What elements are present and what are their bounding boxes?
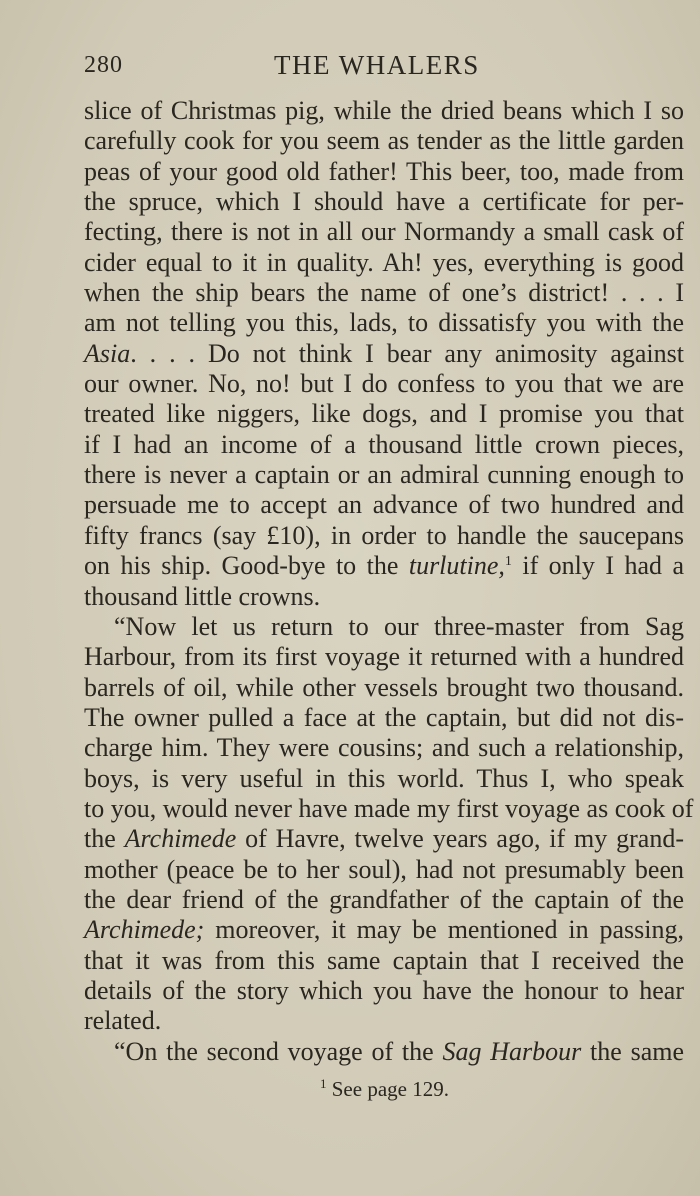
footnote-marker: 1 — [320, 1076, 327, 1091]
text-line: peas of your good old father! This beer, too, made from — [84, 156, 684, 186]
text-line: charge him. They were cousins; and such a relationship, — [84, 733, 684, 763]
text-line: slice of Christmas pig, while the dried beans which I so — [84, 96, 684, 125]
footnote — [320, 1077, 449, 1102]
ship-name-archimede: Archimede — [124, 824, 237, 854]
text-line: fecting, there is not in all our Normandy a small cask of — [84, 217, 684, 247]
text-line: if I had an income of a thousand little crown pieces, — [84, 429, 684, 459]
text-line: on his ship. Good-bye to the turlutine,$^1$ if only I had a — [84, 551, 684, 581]
italic-term-turlutine: turlutine, — [408, 551, 505, 581]
text-line: persuade me to accept an advance of two hundred and — [84, 490, 684, 520]
text-line: when the ship bears the name of one’s district! . . . I — [84, 278, 684, 308]
text-line: details of the story which you have the honour to hear — [84, 975, 684, 1005]
text-line: mother (peace be to her soul), had not presumably been — [84, 854, 684, 884]
text-line: “On the second voyage of the Sag Harbour the same — [114, 1036, 685, 1066]
text-line: thousand little crowns. — [84, 581, 321, 611]
text-line: related. — [84, 1006, 162, 1036]
text-line: Harbour, from its first voyage it returned with a hundred — [84, 642, 684, 672]
text-line: there is never a captain or an admiral cunning enough to — [84, 460, 684, 490]
ship-name-sag-harbour: Sag Harbour — [442, 1036, 582, 1066]
text-line: Archimede; moreover, it may be mentioned in passing, — [84, 915, 684, 945]
footnote-text: See page 129. — [326, 1077, 449, 1101]
ship-name-asia: Asia — [84, 338, 131, 368]
text-line: the spruce, which I should have a certificate for per- — [84, 187, 684, 217]
text-line: that it was from this same captain that I received the — [84, 945, 684, 975]
text-line: carefully cook for you seem as tender as the little garden — [84, 126, 684, 156]
text-line: our owner. No, no! but I do confess to you that we are — [84, 369, 684, 399]
text-line: The owner pulled a face at the captain, but did not dis- — [84, 702, 684, 732]
text-line: fifty francs (say £10), in order to handle the saucepans — [84, 520, 684, 550]
text-line: barrels of oil, while other vessels brought two thousand. — [84, 672, 684, 702]
text-line: cider equal to it in quality. Ah! yes, everything is good — [84, 247, 684, 277]
text-line: Asia. . . . Do not think I bear any animosity against — [84, 338, 685, 368]
text-line: am not telling you this, lads, to dissatisfy you with the — [84, 308, 684, 338]
text-line: the dear friend of the grandfather of the captain of the — [84, 884, 684, 914]
page-number: 280 — [84, 52, 123, 78]
text-line: to you, would never have made my first voyage as cook of — [84, 793, 694, 823]
ship-name-archimede: Archimede; — [84, 915, 205, 945]
text-line: boys, is very useful in this world. Thus I, who speak — [84, 763, 684, 793]
body-text — [84, 96, 694, 1067]
text-line: the Archimede of Havre, twelve years ago, if my grand- — [84, 824, 684, 854]
footnote-reference: 1 — [504, 554, 512, 570]
running-head: THE WHALERS — [274, 50, 480, 80]
text-line: treated like niggers, like dogs, and I promise you that — [84, 399, 684, 429]
text-line: “Now let us return to our three-master from Sag — [114, 611, 684, 641]
page-header — [84, 50, 684, 84]
